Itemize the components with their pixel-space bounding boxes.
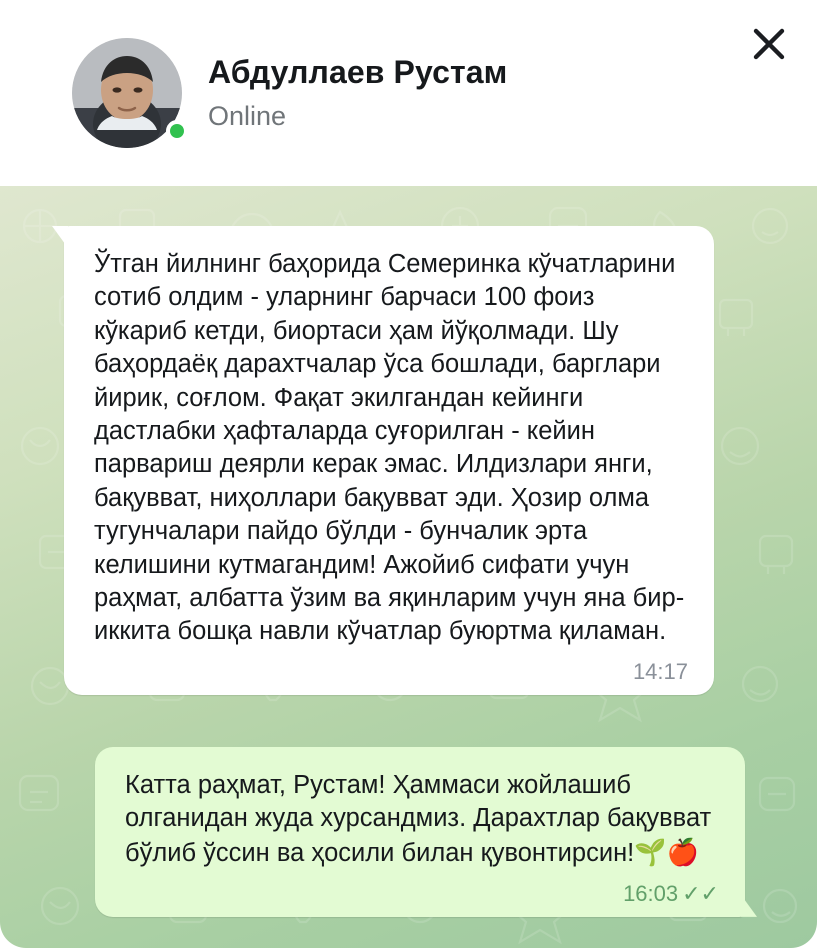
message-bubble-outgoing[interactable]: [95, 747, 745, 917]
message-meta: [632, 658, 688, 684]
message-time: 16:03: [623, 880, 679, 906]
message-row-outgoing: [24, 747, 793, 917]
contact-name: Абдуллаев Рустам: [208, 54, 508, 91]
contact-status: Online: [208, 100, 287, 131]
close-icon[interactable]: [743, 18, 795, 70]
message-text: Катта раҳмат, Рустам! Ҳаммаси жойлашиб олганидан жуда хурсандмиз. Дарахтлар бақувват бўлиб ўссин ва ҳосили билан қувонтирсин!: [125, 770, 719, 868]
message-time: 14:17: [632, 658, 688, 684]
read-receipt-icon: ✓✓: [682, 880, 719, 906]
message-bubble-incoming[interactable]: [64, 226, 714, 695]
chat-message-area[interactable]: [0, 186, 817, 948]
avatar[interactable]: [72, 38, 182, 148]
online-indicator: [166, 120, 188, 142]
message-text: Ўтган йилнинг баҳорида Семеринка кўчатларини сотиб олдим - уларнинг барчаси 100 фоиз кўкариб кетди, биортаси ҳам йўқолмади. Шу баҳордаёқ дарахтчалар ўса бошлади, барглари йирик, соғлом. Фақат экилгандан кейинги дастлабки ҳафталарда суғорилган - кейин парвариш деярли керак эмас. Илдизлари янги, бақувват, ниҳоллари бақувват эди. Ҳозир олма тугунчалари пайдо бўлди - бунчалик эрта келишини кутмагандим! Ажойиб сифати учун раҳмат, албатта ўзим ва яқинларим учун яна бир-иккита бошқа навли кўчатлар буюртма қиламан.: [94, 250, 685, 646]
message-emoji: 🌱🍎: [634, 837, 700, 868]
message-meta: [623, 880, 719, 906]
header-text-block: [208, 54, 507, 132]
chat-header: [0, 0, 817, 186]
message-row-incoming: [24, 226, 793, 695]
